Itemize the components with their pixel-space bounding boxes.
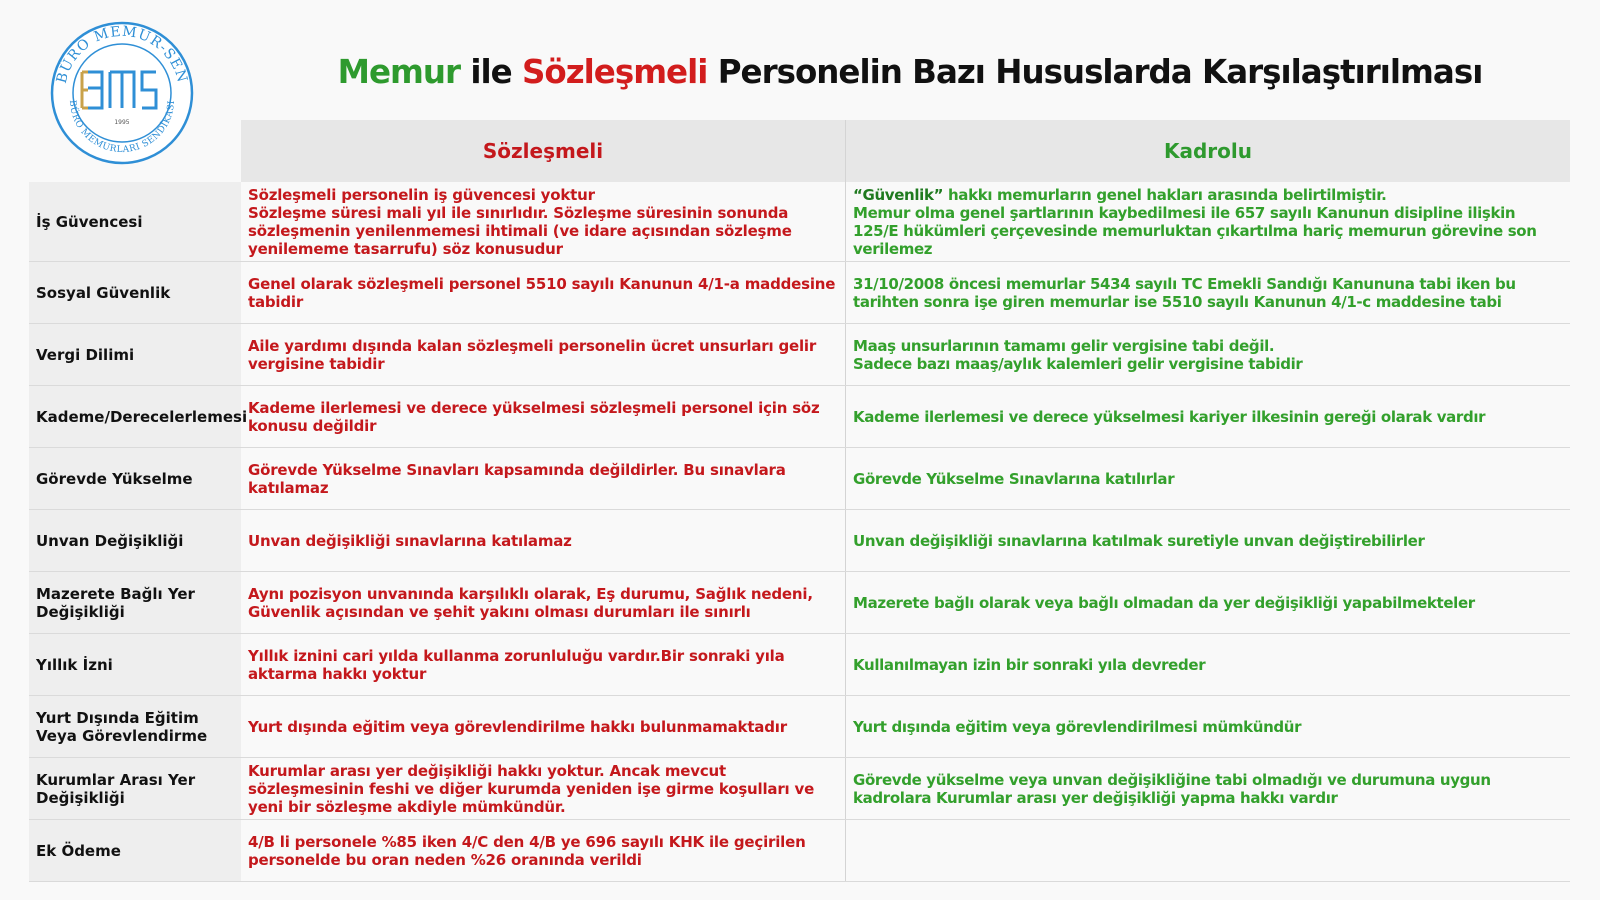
tenured-bold-text: “Güvenlik”	[853, 185, 944, 204]
row-label	[29, 324, 241, 385]
contract-cell	[241, 262, 845, 323]
header-spacer	[29, 120, 241, 182]
tenured-cell	[845, 448, 1570, 509]
contract-cell	[241, 572, 845, 633]
table-row	[29, 696, 1570, 758]
tenured-cell	[845, 510, 1570, 571]
header-kadrolu: Kadrolu	[845, 120, 1570, 182]
contract-text: 4/B li personele %85 iken 4/C den 4/B ye 696 sayılı KHK ile geçirilen personelde bu oran neden %26 oranında verildi	[248, 832, 806, 869]
logo-year: 1995	[114, 119, 130, 126]
title-ile: ile	[460, 53, 523, 91]
contract-text: Aynı pozisyon unvanında karşılıklı olarak, Eş durumu, Sağlık nedeni, Güvenlik açısından ve şehit yakını olması durumları ile sınırlı	[248, 584, 813, 621]
tenured-cell	[845, 324, 1570, 385]
tenured-cell	[845, 634, 1570, 695]
row-label-text: Görevde Yükselme	[36, 469, 193, 488]
row-label	[29, 634, 241, 695]
contract-cell	[241, 510, 845, 571]
contract-cell	[241, 758, 845, 819]
contract-text: Kademe ilerlemesi ve derece yükselmesi sözleşmeli personel için söz konusu değildir	[248, 398, 820, 435]
tenured-text: Maaş unsurlarının tamamı gelir vergisine tabi değil. Sadece bazı maaş/aylık kalemleri gelir vergisine tabidir	[853, 336, 1303, 373]
table-header	[29, 120, 1570, 182]
table-row	[29, 262, 1570, 324]
tenured-rest-text: hakkı memurların genel hakları arasında belirtilmiştir. Memur olma genel şartlarının kaybedilmesi ile 657 sayılı Kanunun disipline ilişkin 125/E hükümleri çerçevesinde memurluktan çıkartılma hariç memurun görevine son verilemez	[853, 185, 1537, 258]
row-label	[29, 386, 248, 447]
row-label-text: Ek Ödeme	[36, 841, 121, 860]
table-row	[29, 758, 1570, 820]
header-sozlesmeli: Sözleşmeli	[241, 120, 845, 182]
row-label-text: Kademe/Derecelerlemesi	[36, 407, 248, 426]
row-label-text: Yurt Dışında Eğitim Veya Görevlendirme	[36, 708, 208, 745]
tenured-text: Mazerete bağlı olarak veya bağlı olmadan da yer değişikliği yapabilmekteler	[853, 593, 1475, 612]
contract-cell	[241, 386, 845, 447]
title-sozlesmeli: Sözleşmeli	[522, 53, 708, 91]
tenured-cell	[845, 262, 1570, 323]
row-label-text: Unvan Değişikliği	[36, 531, 184, 550]
page-title	[230, 53, 1590, 91]
tenured-text	[853, 186, 1564, 258]
tenured-text: Kullanılmayan izin bir sonraki yıla devreder	[853, 655, 1206, 674]
tenured-cell	[845, 182, 1570, 261]
row-label	[29, 448, 241, 509]
row-label	[29, 572, 241, 633]
table-row	[29, 572, 1570, 634]
tenured-cell	[845, 386, 1570, 447]
contract-text: Yurt dışında eğitim veya görevlendirilme hakkı bulunmamaktadır	[248, 717, 787, 736]
row-label-text: Mazerete Bağlı Yer Değişikliği	[36, 584, 195, 621]
contract-cell	[241, 820, 845, 881]
contract-cell	[241, 182, 845, 261]
contract-cell	[241, 324, 845, 385]
logo-top-text: BÜRO MEMUR-SEN	[53, 23, 191, 86]
row-label-text: İş Güvencesi	[36, 212, 143, 231]
row-label	[29, 820, 241, 881]
contract-cell	[241, 448, 845, 509]
contract-text: Görevde Yükselme Sınavları kapsamında değildirler. Bu sınavlara katılamaz	[248, 460, 786, 497]
table-row	[29, 510, 1570, 572]
contract-text: Genel olarak sözleşmeli personel 5510 sayılı Kanunun 4/1-a maddesine tabidir	[248, 274, 836, 311]
row-label	[29, 262, 241, 323]
tenured-cell	[845, 572, 1570, 633]
table-row	[29, 182, 1570, 262]
tenured-text: 31/10/2008 öncesi memurlar 5434 sayılı TC Emekli Sandığı Kanununa tabi iken bu tarihten sonra işe giren memurlar ise 5510 sayılı Kanunun 4/1-c maddesine tabi	[853, 274, 1516, 311]
tenured-cell	[845, 820, 1570, 881]
table-row	[29, 324, 1570, 386]
tenured-text: Görevde yükselme veya unvan değişikliğine tabi olmadığı ve durumuna uygun kadrolara Kurumlar arası yer değişikliği yapma hakkı vardır	[853, 770, 1491, 807]
row-label-text: Kurumlar Arası Yer Değişikliği	[36, 770, 196, 807]
tenured-text: Görevde Yükselme Sınavlarına katılırlar	[853, 469, 1175, 488]
contract-text: Unvan değişikliği sınavlarına katılamaz	[248, 531, 572, 550]
contract-cell	[241, 634, 845, 695]
contract-cell	[241, 696, 845, 757]
contract-text: Kurumlar arası yer değişikliği hakkı yoktur. Ancak mevcut sözleşmesinin feshi ve diğer kurumda yeniden işe girme koşulları ve yeni bir sözleşme akdiyle mümkündür.	[248, 761, 815, 816]
row-label	[29, 182, 241, 261]
title-rest: Personelin Bazı Hususlarda Karşılaştırılması	[707, 53, 1483, 91]
table-row	[29, 448, 1570, 510]
table-row	[29, 820, 1570, 882]
tenured-text: Unvan değişikliği sınavlarına katılmak suretiyle unvan değiştirebilirler	[853, 531, 1425, 550]
tenured-text: Kademe ilerlemesi ve derece yükselmesi kariyer ilkesinin gereği olarak vardır	[853, 407, 1486, 426]
contract-text: Sözleşmeli personelin iş güvencesi yoktur Sözleşme süresi mali yıl ile sınırlıdır. Sözleşme süresinin sonunda sözleşmenin yenilenmemesi ihtimali (ve idare açısından sözleşme yenilememe tasarrufu) söz konusudur	[248, 185, 792, 258]
row-label	[29, 758, 241, 819]
title-memur: Memur	[337, 53, 461, 91]
logo-bottom-text: BÜRO MEMURLARI SENDİKASI	[66, 99, 178, 156]
contract-text: Aile yardımı dışında kalan sözleşmeli personelin ücret unsurları gelir vergisine tabidir	[248, 336, 817, 373]
row-label-text: Yıllık İzni	[36, 655, 113, 674]
row-label-text: Sosyal Güvenlik	[36, 283, 171, 302]
tenured-text: Yurt dışında eğitim veya görevlendirilmesi mümkündür	[853, 717, 1302, 736]
tenured-cell	[845, 696, 1570, 757]
comparison-table	[29, 120, 1570, 882]
table-row	[29, 634, 1570, 696]
table-row	[29, 386, 1570, 448]
row-label	[29, 510, 241, 571]
row-label-text: Vergi Dilimi	[36, 345, 135, 364]
row-label	[29, 696, 241, 757]
contract-text: Yıllık iznini cari yılda kullanma zorunluluğu vardır.Bir sonraki yıla aktarma hakkı yoktur	[248, 646, 785, 683]
tenured-cell	[845, 758, 1570, 819]
